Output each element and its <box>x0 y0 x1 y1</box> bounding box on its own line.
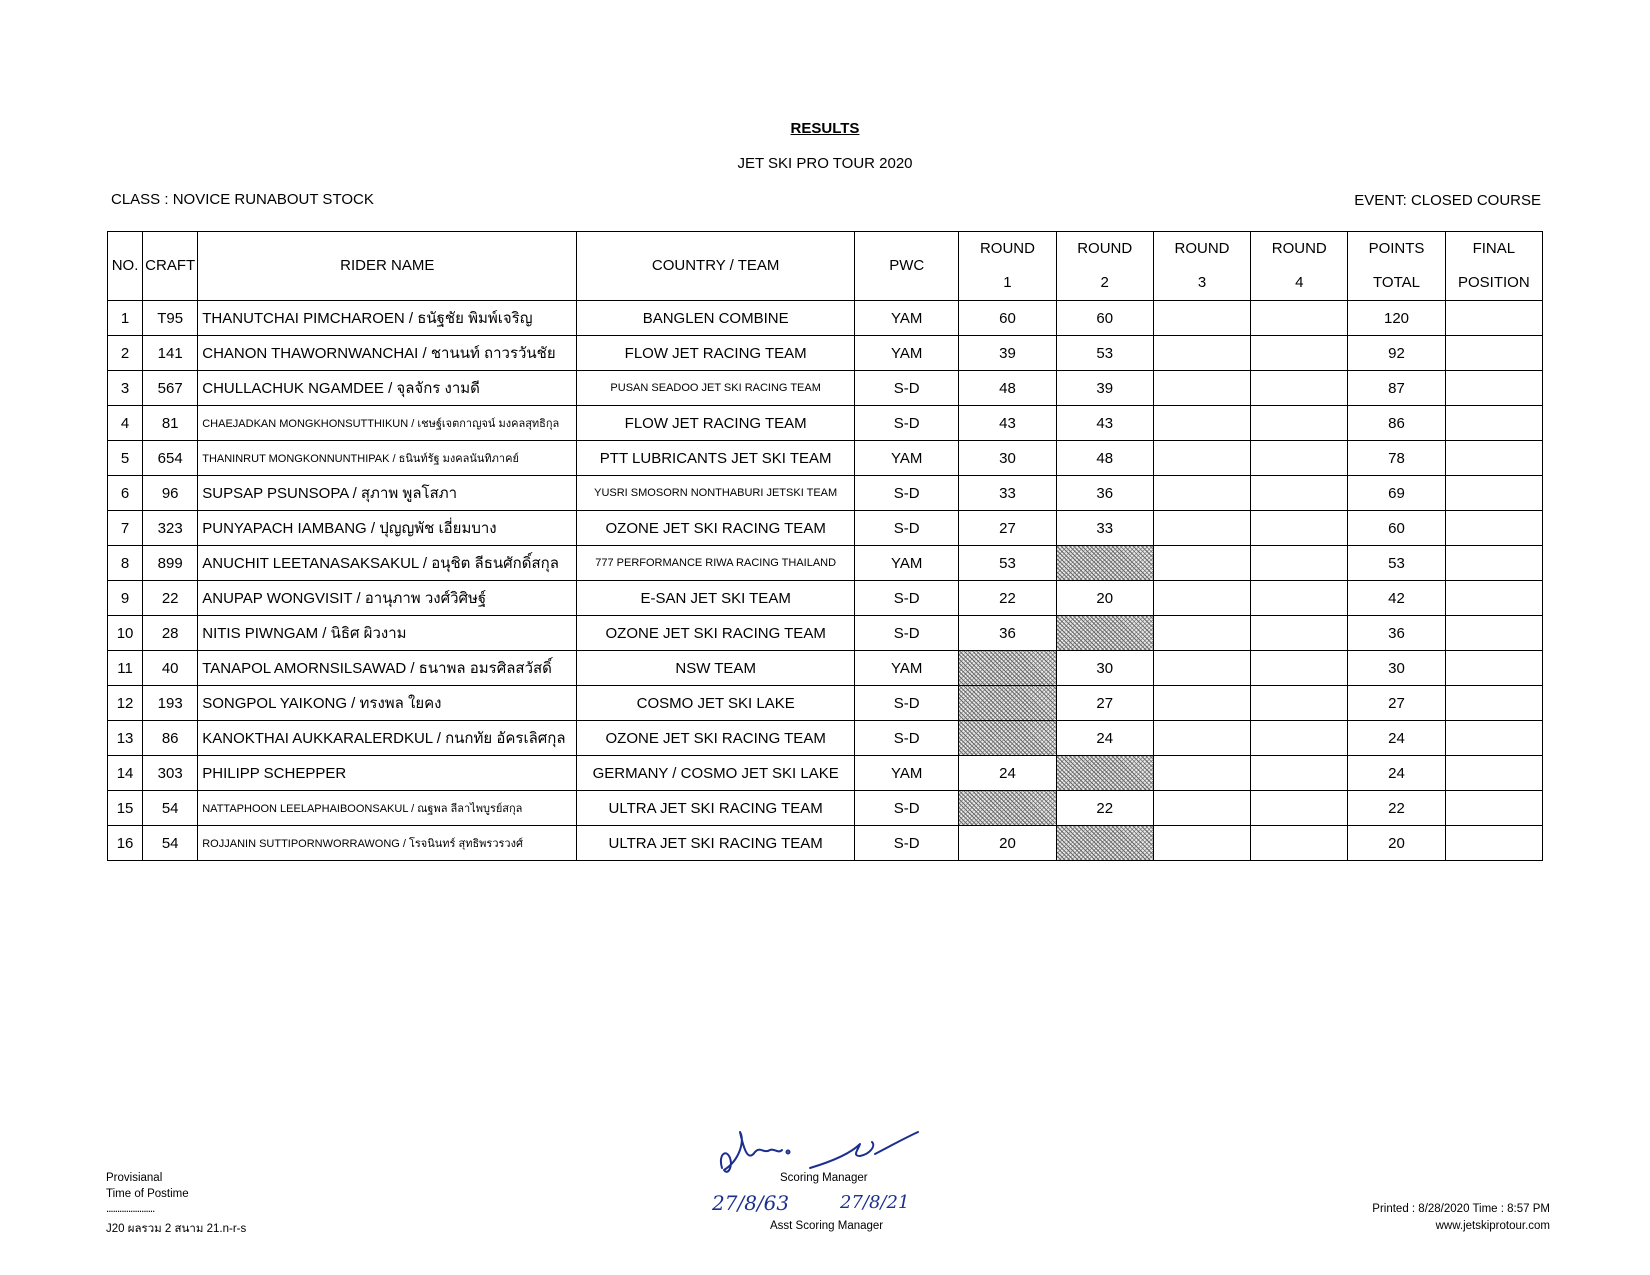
round-1-cell: 39 <box>959 336 1056 371</box>
final-position-cell <box>1445 301 1542 336</box>
pwc-cell: YAM <box>855 301 959 336</box>
team-cell: NSW TEAM <box>577 651 855 686</box>
no-cell: 10 <box>108 616 143 651</box>
round-4-cell <box>1251 371 1348 406</box>
pwc-cell: S-D <box>855 511 959 546</box>
rider-name-cell: NITIS PIWNGAM / นิธิศ ผิวงาม <box>198 616 577 651</box>
round-1-cell: 53 <box>959 546 1056 581</box>
round-2-cell: 24 <box>1056 721 1153 756</box>
final-position-cell <box>1445 686 1542 721</box>
no-header: NO. <box>108 232 143 301</box>
round-1-cell: 22 <box>959 581 1056 616</box>
round-4-cell <box>1251 301 1348 336</box>
final-position-cell <box>1445 511 1542 546</box>
craft-cell: 54 <box>143 826 198 861</box>
points-total-cell: 86 <box>1348 406 1445 441</box>
round-3-cell <box>1153 581 1250 616</box>
points-total-cell: 87 <box>1348 371 1445 406</box>
round-1-cell: 43 <box>959 406 1056 441</box>
team-cell: YUSRI SMOSORN NONTHABURI JETSKI TEAM <box>577 476 855 511</box>
table-row <box>108 476 1543 511</box>
points-total-cell: 120 <box>1348 301 1445 336</box>
table-row <box>108 686 1543 721</box>
round-3-cell <box>1153 336 1250 371</box>
craft-cell: 96 <box>143 476 198 511</box>
round-3-cell <box>1153 371 1250 406</box>
round-2-cell: 30 <box>1056 651 1153 686</box>
team-cell: FLOW JET RACING TEAM <box>577 406 855 441</box>
no-cell: 8 <box>108 546 143 581</box>
points-total-header: POINTS TOTAL <box>1348 232 1445 301</box>
rider-name-cell: SUPSAP PSUNSOPA / สุภาพ พูลโสภา <box>198 476 577 511</box>
points-total-cell: 27 <box>1348 686 1445 721</box>
table-row <box>108 511 1543 546</box>
round-1-cell: 20 <box>959 826 1056 861</box>
team-cell: COSMO JET SKI LAKE <box>577 686 855 721</box>
pwc-cell: YAM <box>855 756 959 791</box>
round-3-cell <box>1153 686 1250 721</box>
round-2-header: ROUND 2 <box>1056 232 1153 301</box>
team-cell: BANGLEN COMBINE <box>577 301 855 336</box>
rider-name-cell: TANAPOL AMORNSILSAWAD / ธนาพล อมรศิลสวัสดิ์ <box>198 651 577 686</box>
no-cell: 13 <box>108 721 143 756</box>
team-cell: OZONE JET SKI RACING TEAM <box>577 721 855 756</box>
team-cell: OZONE JET SKI RACING TEAM <box>577 616 855 651</box>
round-1-cell: 60 <box>959 301 1056 336</box>
printed-timestamp: Printed : 8/28/2020 Time : 8:57 PM <box>1372 1203 1550 1215</box>
no-cell: 3 <box>108 371 143 406</box>
points-total-cell: 78 <box>1348 441 1445 476</box>
round-1-header: ROUND 1 <box>959 232 1056 301</box>
round-2-cell: 20 <box>1056 581 1153 616</box>
round-2-cell: 43 <box>1056 406 1153 441</box>
pwc-cell: S-D <box>855 371 959 406</box>
table-row <box>108 721 1543 756</box>
round-4-cell <box>1251 441 1348 476</box>
round-4-cell <box>1251 406 1348 441</box>
table-row <box>108 581 1543 616</box>
final-position-cell <box>1445 581 1542 616</box>
pwc-header: PWC <box>855 232 959 301</box>
craft-cell: 899 <box>143 546 198 581</box>
points-total-cell: 53 <box>1348 546 1445 581</box>
event-label: EVENT: CLOSED COURSE <box>1354 192 1541 209</box>
craft-cell: 193 <box>143 686 198 721</box>
table-row <box>108 546 1543 581</box>
round-4-cell <box>1251 721 1348 756</box>
round-4-cell <box>1251 476 1348 511</box>
points-total-cell: 22 <box>1348 791 1445 826</box>
final-position-cell <box>1445 406 1542 441</box>
no-cell: 7 <box>108 511 143 546</box>
team-cell: PTT LUBRICANTS JET SKI TEAM <box>577 441 855 476</box>
round-4-cell <box>1251 651 1348 686</box>
round-3-cell <box>1153 301 1250 336</box>
final-position-cell <box>1445 721 1542 756</box>
final-position-cell <box>1445 476 1542 511</box>
points-total-cell: 24 <box>1348 756 1445 791</box>
signature-image <box>700 1110 960 1220</box>
final-position-cell <box>1445 371 1542 406</box>
round-1-cell: 24 <box>959 756 1056 791</box>
pwc-cell: S-D <box>855 581 959 616</box>
pwc-cell: YAM <box>855 441 959 476</box>
rider-name-cell: PHILIPP SCHEPPER <box>198 756 577 791</box>
pwc-cell: YAM <box>855 651 959 686</box>
no-cell: 4 <box>108 406 143 441</box>
round-4-cell <box>1251 616 1348 651</box>
class-label: CLASS : NOVICE RUNABOUT STOCK <box>111 191 374 208</box>
points-total-cell: 42 <box>1348 581 1445 616</box>
no-cell: 6 <box>108 476 143 511</box>
no-cell: 11 <box>108 651 143 686</box>
craft-cell: 86 <box>143 721 198 756</box>
pwc-cell: S-D <box>855 721 959 756</box>
final-position-header: FINAL POSITION <box>1445 232 1542 301</box>
country-team-header: COUNTRY / TEAM <box>577 232 855 301</box>
final-position-cell <box>1445 791 1542 826</box>
rider-name-cell: THANINRUT MONGKONNUNTHIPAK / ธนินท์รัฐ มงคลนันทิภาคย์ <box>198 441 577 476</box>
round-3-cell <box>1153 651 1250 686</box>
round-1-cell: 33 <box>959 476 1056 511</box>
rider-name-cell: ANUPAP WONGVISIT / อานุภาพ วงศ์วิศิษฐ์ <box>198 581 577 616</box>
round-4-cell <box>1251 336 1348 371</box>
round-4-cell <box>1251 581 1348 616</box>
round-3-cell <box>1153 721 1250 756</box>
craft-cell: 303 <box>143 756 198 791</box>
craft-cell: 22 <box>143 581 198 616</box>
no-cell: 16 <box>108 826 143 861</box>
round-2-dropped-cell <box>1056 546 1153 581</box>
rider-name-cell: ROJJANIN SUTTIPORNWORRAWONG / โรจนินทร์ สุทธิพรวรวงศ์ <box>198 826 577 861</box>
table-row <box>108 756 1543 791</box>
points-total-cell: 24 <box>1348 721 1445 756</box>
round-1-dropped-cell <box>959 651 1056 686</box>
round-1-cell: 36 <box>959 616 1056 651</box>
round-2-cell: 39 <box>1056 371 1153 406</box>
points-total-cell: 20 <box>1348 826 1445 861</box>
time-of-postime-label: Time of Postime <box>106 1188 189 1200</box>
round-2-cell: 22 <box>1056 791 1153 826</box>
table-body <box>108 301 1543 861</box>
team-cell: GERMANY / COSMO JET SKI LAKE <box>577 756 855 791</box>
no-cell: 1 <box>108 301 143 336</box>
round-3-cell <box>1153 511 1250 546</box>
rider-name-cell: NATTAPHOON LEELAPHAIBOONSAKUL / ณฐพล ลีลาไพบูรย์สกุล <box>198 791 577 826</box>
round-2-dropped-cell <box>1056 756 1153 791</box>
provisional-label: Provisianal <box>106 1172 163 1184</box>
points-total-cell: 30 <box>1348 651 1445 686</box>
round-4-cell <box>1251 686 1348 721</box>
points-total-cell: 69 <box>1348 476 1445 511</box>
pwc-cell: S-D <box>855 476 959 511</box>
signature-date-1: 27/8/63 <box>712 1191 790 1215</box>
round-2-cell: 48 <box>1056 441 1153 476</box>
table-row <box>108 441 1543 476</box>
rider-name-cell: CHAEJADKAN MONGKHONSUTTHIKUN / เชษฐ์เจตกาญจน์ มงคลสุทธิกุล <box>198 406 577 441</box>
points-total-cell: 36 <box>1348 616 1445 651</box>
signature-date-2: 27/8/21 <box>840 1192 910 1213</box>
table-row <box>108 616 1543 651</box>
no-cell: 15 <box>108 791 143 826</box>
scoring-manager-label: Scoring Manager <box>780 1172 868 1184</box>
round-3-cell <box>1153 476 1250 511</box>
rider-name-cell: ANUCHIT LEETANASAKSAKUL / อนุชิต ลีธนศักดิ์สกุล <box>198 546 577 581</box>
rider-name-cell: SONGPOL YAIKONG / ทรงพล ใยคง <box>198 686 577 721</box>
round-3-cell <box>1153 406 1250 441</box>
no-cell: 2 <box>108 336 143 371</box>
round-2-cell: 33 <box>1056 511 1153 546</box>
final-position-cell <box>1445 441 1542 476</box>
team-cell: PUSAN SEADOO JET SKI RACING TEAM <box>577 371 855 406</box>
rider-name-cell: CHULLACHUK NGAMDEE / จุลจักร งามดี <box>198 371 577 406</box>
round-3-header: ROUND 3 <box>1153 232 1250 301</box>
round-4-cell <box>1251 826 1348 861</box>
no-cell: 14 <box>108 756 143 791</box>
final-position-cell <box>1445 826 1542 861</box>
round-1-cell: 27 <box>959 511 1056 546</box>
craft-cell: 54 <box>143 791 198 826</box>
craft-cell: 28 <box>143 616 198 651</box>
craft-cell: 654 <box>143 441 198 476</box>
website-url: www.jetskiprotour.com <box>1435 1220 1550 1232</box>
round-1-dropped-cell <box>959 791 1056 826</box>
round-2-dropped-cell <box>1056 616 1153 651</box>
craft-header: CRAFT <box>143 232 198 301</box>
round-2-cell: 60 <box>1056 301 1153 336</box>
team-cell: OZONE JET SKI RACING TEAM <box>577 511 855 546</box>
event-title: JET SKI PRO TOUR 2020 <box>737 155 913 172</box>
final-position-cell <box>1445 616 1542 651</box>
table-row <box>108 406 1543 441</box>
round-1-dropped-cell <box>959 721 1056 756</box>
rider-name-cell: THANUTCHAI PIMCHAROEN / ธนัฐชัย พิมพ์เจริญ <box>198 301 577 336</box>
round-4-cell <box>1251 546 1348 581</box>
final-position-cell <box>1445 651 1542 686</box>
round-2-cell: 53 <box>1056 336 1153 371</box>
results-table <box>107 231 1543 861</box>
craft-cell: 40 <box>143 651 198 686</box>
table-row <box>108 791 1543 826</box>
no-cell: 9 <box>108 581 143 616</box>
final-position-cell <box>1445 546 1542 581</box>
pwc-cell: YAM <box>855 546 959 581</box>
results-title: RESULTS <box>790 120 860 137</box>
no-cell: 5 <box>108 441 143 476</box>
team-cell: ULTRA JET SKI RACING TEAM <box>577 826 855 861</box>
no-cell: 12 <box>108 686 143 721</box>
craft-cell: T95 <box>143 301 198 336</box>
craft-cell: 567 <box>143 371 198 406</box>
postime-dots: ...................... <box>106 1203 155 1215</box>
final-position-cell <box>1445 336 1542 371</box>
pwc-cell: YAM <box>855 336 959 371</box>
round-4-header: ROUND 4 <box>1251 232 1348 301</box>
round-3-cell <box>1153 546 1250 581</box>
points-total-cell: 60 <box>1348 511 1445 546</box>
table-row <box>108 301 1543 336</box>
round-4-cell <box>1251 791 1348 826</box>
round-1-cell: 30 <box>959 441 1056 476</box>
file-ref: J20 ผลรวม 2 สนาม 21.n-r-s <box>106 1223 247 1235</box>
team-cell: FLOW JET RACING TEAM <box>577 336 855 371</box>
round-3-cell <box>1153 826 1250 861</box>
round-3-cell <box>1153 616 1250 651</box>
rider-name-cell: KANOKTHAI AUKKARALERDKUL / กนกทัย อัครเลิศกุล <box>198 721 577 756</box>
craft-cell: 81 <box>143 406 198 441</box>
craft-cell: 141 <box>143 336 198 371</box>
rider-name-cell: CHANON THAWORNWANCHAI / ชานนท์ ถาวรวันชัย <box>198 336 577 371</box>
asst-scoring-manager-label: Asst Scoring Manager <box>770 1220 884 1232</box>
round-3-cell <box>1153 791 1250 826</box>
round-2-dropped-cell <box>1056 826 1153 861</box>
table-row <box>108 336 1543 371</box>
round-4-cell <box>1251 756 1348 791</box>
round-2-cell: 36 <box>1056 476 1153 511</box>
pwc-cell: S-D <box>855 686 959 721</box>
round-1-dropped-cell <box>959 686 1056 721</box>
round-3-cell <box>1153 756 1250 791</box>
team-cell: E-SAN JET SKI TEAM <box>577 581 855 616</box>
pwc-cell: S-D <box>855 826 959 861</box>
final-position-cell <box>1445 756 1542 791</box>
table-row <box>108 826 1543 861</box>
pwc-cell: S-D <box>855 406 959 441</box>
pwc-cell: S-D <box>855 616 959 651</box>
pwc-cell: S-D <box>855 791 959 826</box>
table-header-row <box>108 232 1543 301</box>
round-4-cell <box>1251 511 1348 546</box>
round-3-cell <box>1153 441 1250 476</box>
table-row <box>108 371 1543 406</box>
table-row <box>108 651 1543 686</box>
rider-name-header: RIDER NAME <box>198 232 577 301</box>
team-cell: ULTRA JET SKI RACING TEAM <box>577 791 855 826</box>
points-total-cell: 92 <box>1348 336 1445 371</box>
team-cell: 777 PERFORMANCE RIWA RACING THAILAND <box>577 546 855 581</box>
craft-cell: 323 <box>143 511 198 546</box>
round-1-cell: 48 <box>959 371 1056 406</box>
round-2-cell: 27 <box>1056 686 1153 721</box>
rider-name-cell: PUNYAPACH IAMBANG / ปุญญพัช เอี่ยมบาง <box>198 511 577 546</box>
